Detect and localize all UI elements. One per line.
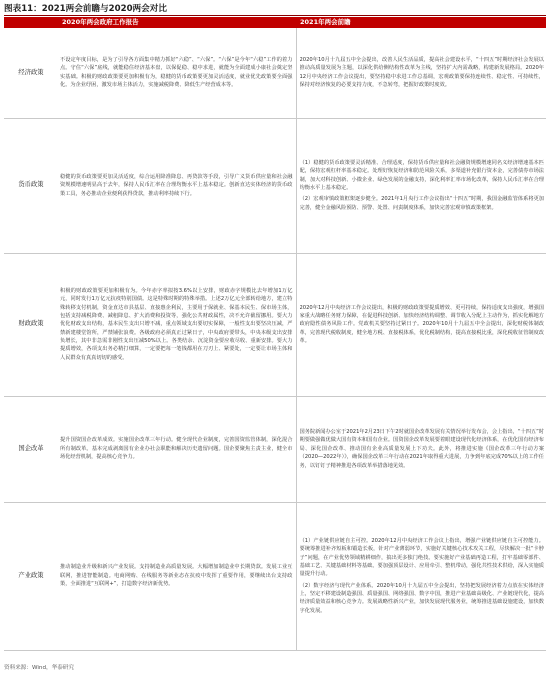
paragraph: 国务院新闻办公室于2021年2月23日下午2时就国企改革发展有关情况举行发布会，会上指出，“十四五”时期要做强做优做大国有资本和国有企业。国资国企改革发展要着眼建设现代化经济体系，在优化国有经济布局、深化国企改革、推动国有企业高质量发展上下功夫。此外，将推进实施《国企改革三年行动方案（2020—2022年）》，确保国企改革三年行动在2021年取得重大进展，力争到年底完成70%以上的工作任务，以钉钉子精神推进各项改革举措落地见效。 <box>299 429 544 469</box>
figure-title: 图表11：2021两会前瞻与2020两会对比 <box>4 3 546 16</box>
cell-2020 <box>58 118 296 253</box>
header-2021: 2021年两会前瞻 <box>296 17 546 28</box>
header-category <box>4 17 58 28</box>
row-category: 经济政策 <box>4 28 58 118</box>
source-note: 资料来源：Wind，华泰研究 <box>4 665 74 671</box>
paragraph: 推动制造业升级和新兴产业发展。支持制造业高质量发展。大幅增加制造业中长期贷款。发展工业互联网，推进智能制造。电商网购、在线服务等新业态在抗疫中发挥了重要作用，要继续出台支持政策，全面推进“互联网+”，打造数字经济新优势。 <box>60 564 293 588</box>
row-category: 货币政策 <box>4 118 58 253</box>
paragraph: （2）宏观审慎政策框架逐步健全。2021年1月央行工作会议指出“十四五”时期，我国金融监管体系将更加完善，健全金融风险预防、预警、处置、问责制度体系，加快完善宏观审慎政策框架。 <box>299 196 544 211</box>
cell-2021 <box>296 28 546 118</box>
row-category: 财政政策 <box>4 253 58 396</box>
paragraph: 2020年12月中央经济工作会议提出，积极的财政政策要提质增效、更可持续，保持适度支出强度，增强国家重大战略任务财力保障，在促进科技创新、加快经济结构调整、调节收入分配上主动作为，抓实化解地方政府隐性债务风险工作。党政机关要坚持过紧日子。2020年10月十九届五中全会提出，深化财税体制改革，完善现代税收制度，健全地方税、直接税体系，优化税制结构，提高直接税比重，深化税收征管制度改革。 <box>299 304 544 345</box>
table-row-economic <box>4 28 546 118</box>
cell-2021 <box>296 502 546 650</box>
paragraph: （2）数字经济与现代产业体系。2020年10月十九届五中全会提出，坚持把发展经济着力点放在实体经济上，坚定不移建设制造强国、质量强国、网络强国、数字中国，推进产业基础高级化、产业链现代化，提高经济质量效益和核心竞争力。发展战略性新兴产业，加快发展现代服务业，统筹推进基础设施建设，加快数字化发展。 <box>299 582 544 614</box>
paragraph: 积极的财政政策要更加积极有为。今年赤字率拟按3.6%以上安排，财政赤字规模比去年增加1万亿元，同时发行1万亿元抗疫特别国债。这是特殊时期的特殊举措。上述2万亿元全部转给地方，建立特殊转移支付机制，资金直达市县基层、直接惠企利民，主要用于保就业、保基本民生、保市场主体，包括支持减税降费、减租降息、扩大消费和投资等，强化公共财政属性，决不允许截留挪用。要大力优化财政支出结构，基本民生支出只增不减，重点领域支出要切实保障，一般性支出要坚决压减，严禁新建楼堂馆所，严禁铺张浪费。各级政府必须真正过紧日子，中央政府要带头，中央本级支出安排负增长，其中非急需非刚性支出压减50%以上。各类结余、沉淀资金要应收尽收、重新安排。要大力提质增效，各项支出务必精打细算，一定要把每一笔钱都用在刀刃上、紧要处，一定要让市场主体和人民群众有真真切切的感受。 <box>60 287 293 361</box>
table-row-monetary <box>4 118 546 253</box>
cell-2021 <box>296 396 546 502</box>
paragraph: （1）产业链供应链自主可控。2020年12月中央经济工作会议上指出，增强产业链供应链自主可控能力。要统筹推进补齐短板和锻造长板，针对产业薄弱环节，实施好关键核心技术攻关工程，尽快解决一批“卡脖子”问题，在产业优势领域精耕细作，搞出更多独门绝技。要实施好产业基础再造工程，打牢基础零部件、基础工艺、关键基础材料等基础。要加强顶层设计、应用牵引、整机带动，强化共性技术供给，深入实施质量提升行动。 <box>299 537 544 578</box>
table-row-industrial <box>4 502 546 650</box>
row-category: 国企改革 <box>4 396 58 502</box>
table-header-row <box>4 17 546 28</box>
table-row-soe-reform <box>4 396 546 502</box>
cell-2020 <box>58 502 296 650</box>
row-category: 产业政策 <box>4 502 58 650</box>
paragraph: （1）稳健的货币政策要灵活精准、合理适度，保持货币供应量和社会融资规模增速同名义经济增速基本匹配，保持宏观杠杆率基本稳定。处理好恢复经济和防范风险关系，多渠道补充银行资本金，完善债券市场法制，加大对科技创新、小微企业、绿色发展的金融支持，深化利率汇率市场化改革，保持人民币汇率在合理均衡水平上基本稳定。 <box>299 159 544 191</box>
comparison-table <box>4 17 546 651</box>
cell-2020 <box>58 253 296 396</box>
cell-2020 <box>58 396 296 502</box>
paragraph: 不设定年度目标，是为了引导各方面集中精力抓好“六稳”、“六保”。“六保”是今年“六稳”工作的着力点。守住“六保”底线，就能稳住经济基本盘，以保促稳、稳中求进，就能为全面建成小康社会奠定坚实基础。积极的财政政策要更加积极有为，稳健的货币政策要更加灵活适度，就业优先政策要全面强化。为企业纾困，激发市场主体活力，实施减税降费、降低生产经营成本等。 <box>60 57 293 89</box>
cell-2021 <box>296 253 546 396</box>
paragraph: 提升国资国企改革成效。实施国企改革三年行动。健全现代企业制度，完善国资监管体制，深化混合所有制改革。基本完成剥离国有企业办社会职能和解决历史遗留问题。国企要聚焦主责主业，健全市场化经营机制，提高核心竞争力。 <box>60 437 293 461</box>
cell-2021 <box>296 118 546 253</box>
header-2020: 2020年两会政府工作报告 <box>58 17 296 28</box>
paragraph: 稳健的货币政策要更加灵活适度，综合运用降准降息、再贷款等手段，引导广义货币供应量和社会融资规模增速明显高于去年，保持人民币汇率在合理均衡水平上基本稳定。创新直达实体经济的货币政策工具，务必推动企业便利获得贷款，推动利率持续下行。 <box>60 173 293 197</box>
table-row-fiscal <box>4 253 546 396</box>
cell-2020 <box>58 28 296 118</box>
paragraph: 2020年10月十九届五中全会提出，改善人民生活品质，提高社会建设水平，“十四五”时期经济社会发展以推动高质量发展为主题，以深化供给侧结构性改革为主线，坚持扩大内需战略，构建新发展格局。2020年12月中央经济工作会议提出，要坚持稳中求进工作总基调，宏观政策要保持连续性、稳定性、可持续性，保持对经济恢复的必要支持力度，不急转弯，把握好政策时度效。 <box>299 57 544 89</box>
